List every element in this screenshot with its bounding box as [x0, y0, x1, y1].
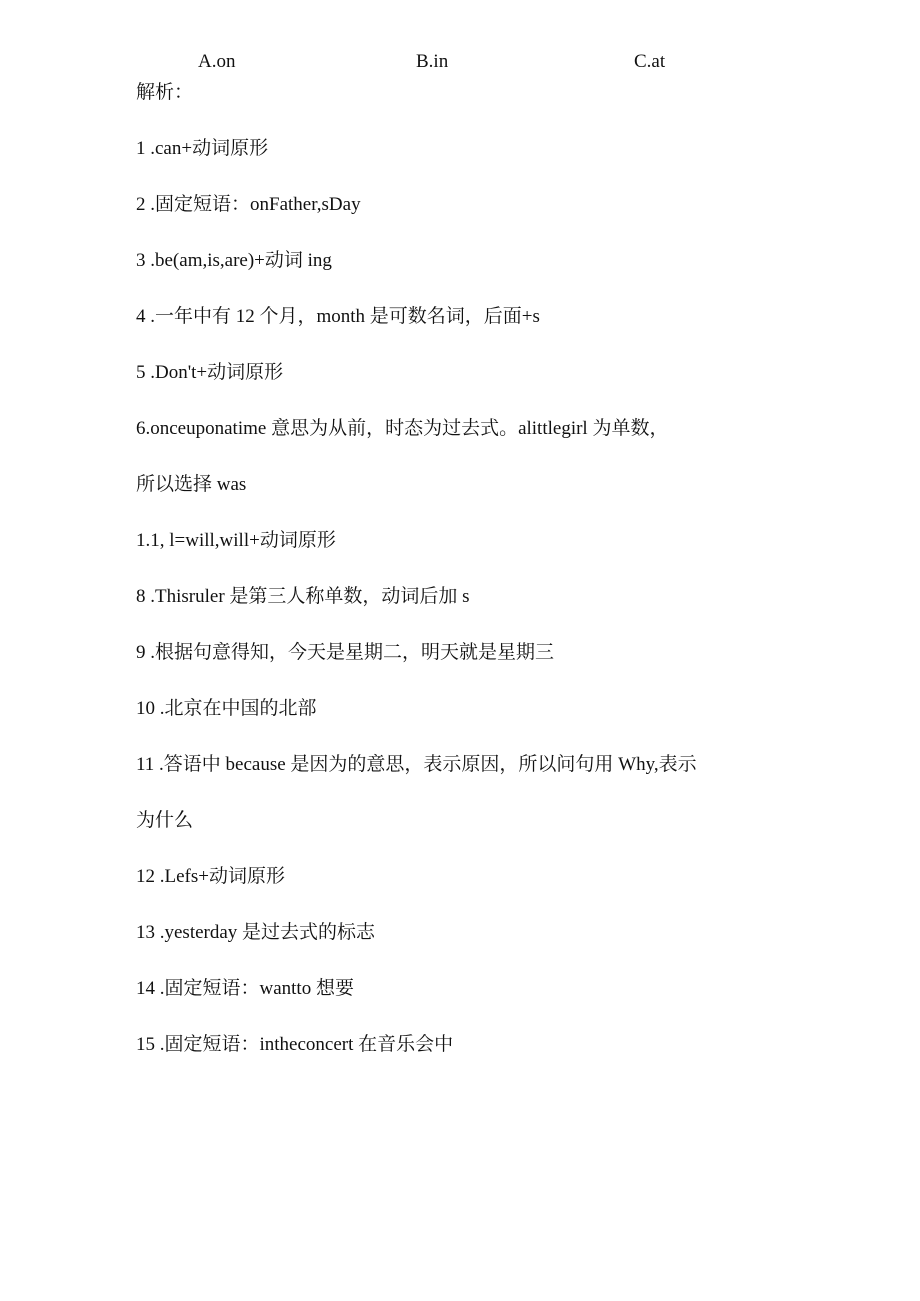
analysis-line-14: 14 .固定短语：wantto 想要	[136, 978, 354, 999]
analysis-line-11: 11 .答语中 because 是因为的意思，表示原因，所以问句用 Why,表示	[136, 754, 697, 775]
analysis-line-5: 5 .Don't+动词原形	[136, 362, 284, 383]
option-c: C.at	[634, 51, 666, 72]
analysis-line-1: 1 .can+动词原形	[136, 138, 269, 159]
analysis-line-15: 15 .固定短语：intheconcert 在音乐会中	[136, 1034, 454, 1055]
analysis-heading: 解析：	[136, 82, 194, 103]
analysis-line-8: 8 .Thisruler 是第三人称单数，动词后加 s	[136, 586, 470, 607]
option-a: A.on	[198, 51, 236, 72]
analysis-line-4: 4 .一年中有 12 个月，month 是可数名词，后面+s	[136, 306, 540, 327]
analysis-line-3: 3 .be(am,is,are)+动词 ing	[136, 250, 332, 271]
analysis-line-12: 12 .Lefs+动词原形	[136, 866, 285, 887]
analysis-line-13: 13 .yesterday 是过去式的标志	[136, 922, 376, 943]
option-b: B.in	[416, 51, 449, 72]
analysis-line-9: 9 .根据句意得知，今天是星期二，明天就是星期三	[136, 642, 555, 663]
analysis-line-7: 1.1, l=will,will+动词原形	[136, 530, 336, 551]
analysis-line-6: 6.onceuponatime 意思为从前，时态为过去式。alittlegirl 为单数，	[136, 418, 669, 439]
analysis-line-2: 2 .固定短语：onFather,sDay	[136, 194, 361, 215]
analysis-section	[136, 80, 776, 1088]
analysis-line-10: 10 .北京在中国的北部	[136, 698, 317, 719]
analysis-line-6-continued: 所以选择 was	[136, 474, 247, 495]
analysis-line-11-continued: 为什么	[136, 810, 194, 831]
